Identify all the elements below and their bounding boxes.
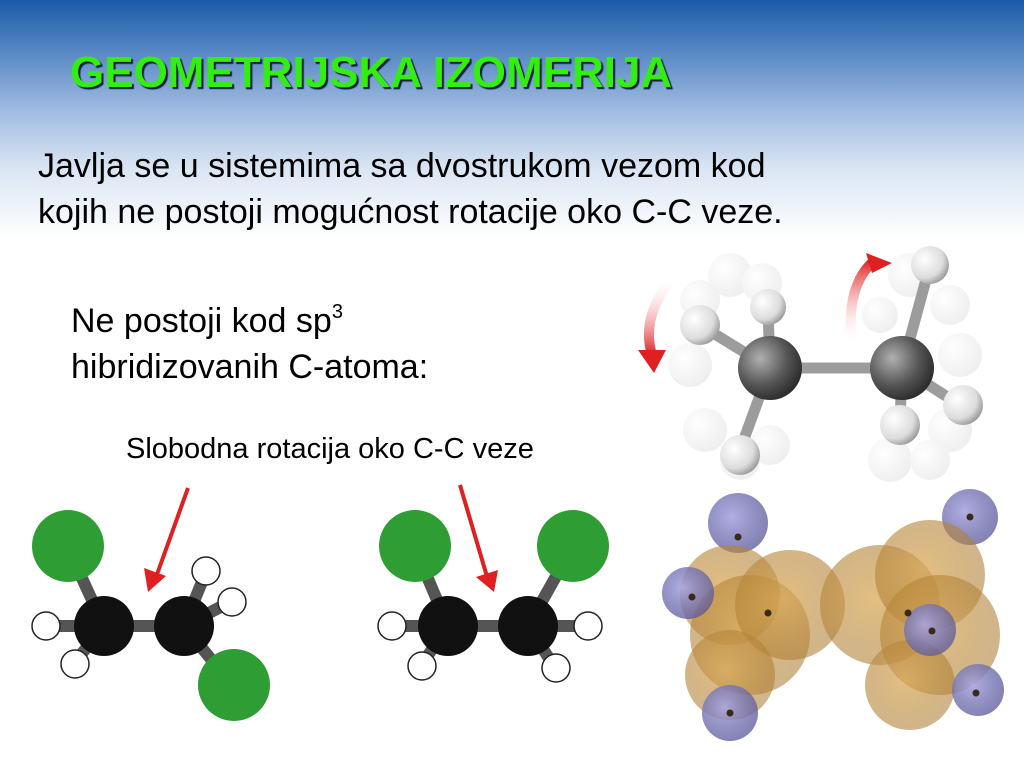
dichloroethane-models-image <box>20 480 620 730</box>
arrow-head-left-icon <box>638 350 666 373</box>
pointer-arrow-1-icon <box>144 568 166 592</box>
sp3-point <box>71 298 428 390</box>
orbital-model-image <box>660 485 1010 745</box>
slide-title: GEOMETRIJSKA IZOMERIJA <box>70 48 673 97</box>
point-line-2: hibridizovanih C-atoma: <box>71 348 429 386</box>
intro-line-2: kojih ne postoji mogućnost rotacije oko C-C veze. <box>38 193 783 231</box>
point-line-1: Ne postoji kod $sp^3$ <box>71 301 343 340</box>
ethane-rotation-image <box>630 245 1000 495</box>
model-1 <box>32 510 270 721</box>
model-2 <box>378 510 609 682</box>
rotation-arrow-down-icon <box>649 275 675 355</box>
intro-text <box>38 143 938 235</box>
rotation-caption: Slobodna rotacija oko C-C veze <box>126 433 534 465</box>
superscript-3: 3 <box>331 301 343 323</box>
intro-line-1: Javlja se u sistemima sa dvostrukom vezom kod <box>38 147 766 185</box>
